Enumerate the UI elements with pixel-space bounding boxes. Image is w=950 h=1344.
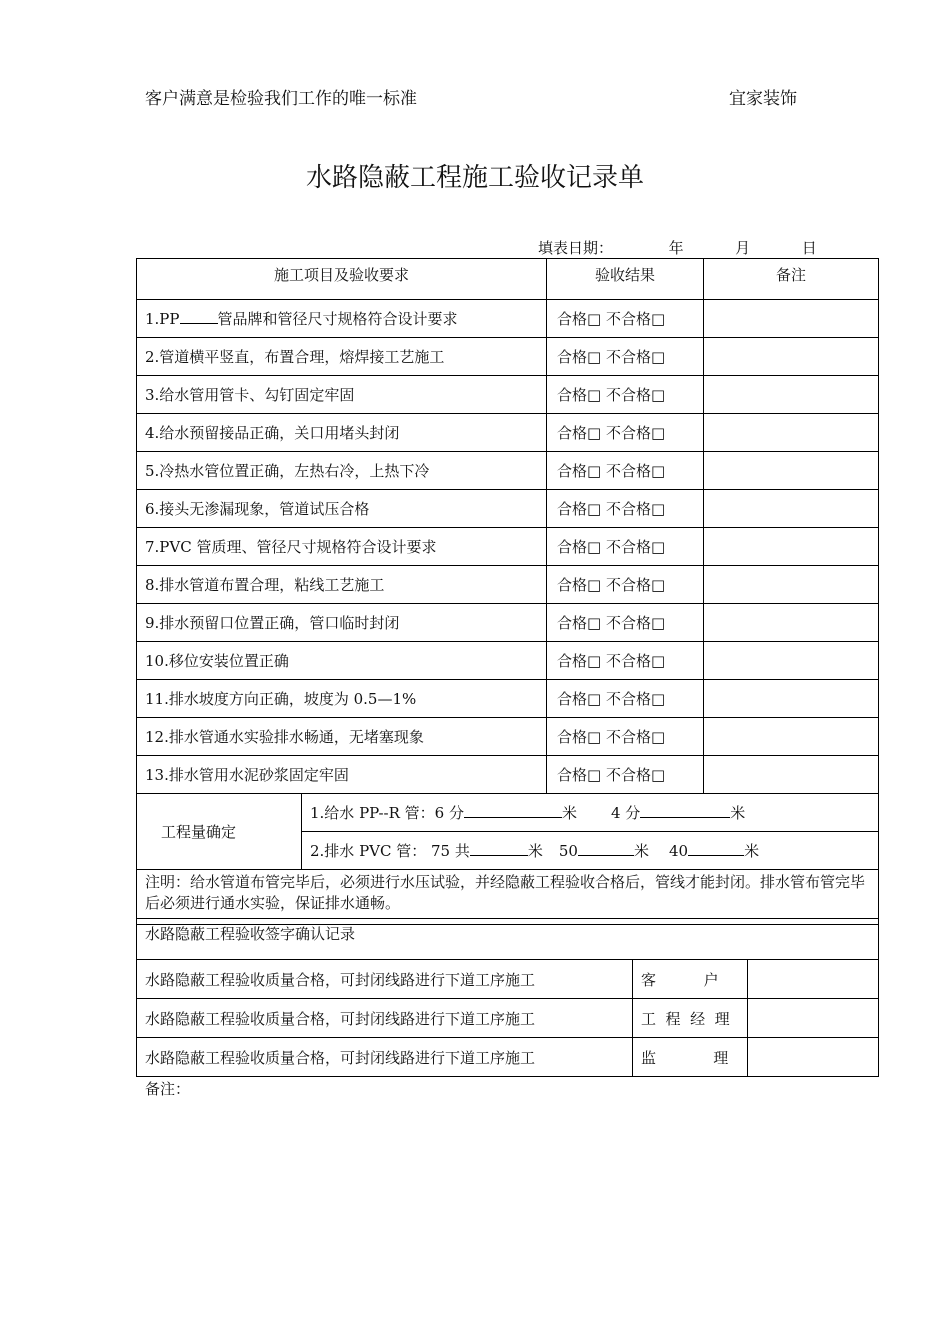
signature-heading: 水路隐蔽工程验收签字确认记录 [137, 919, 879, 960]
signature-field[interactable] [748, 960, 879, 999]
column-header-remark: 备注 [704, 259, 879, 300]
quantity-label: 工程量确定 [137, 794, 302, 870]
note-row [137, 870, 879, 925]
fill-date-month: 月 [735, 239, 751, 257]
item-result[interactable]: 合格□ 不合格□ [547, 300, 704, 338]
item-requirement: 11.排水坡度方向正确，坡度为 0.5—1% [137, 680, 547, 718]
item-requirement: 6.接头无渗漏现象，管道试压合格 [137, 490, 547, 528]
signature-statement: 水路隐蔽工程验收质量合格，可封闭线路进行下道工序施工 [137, 960, 633, 999]
header-slogan: 客户满意是检验我们工作的唯一标准 [145, 89, 417, 109]
item-prefix: 1.PP [145, 310, 180, 328]
item-result[interactable]: 合格□ 不合格□ [547, 566, 704, 604]
item-requirement: 4.给水预留接品正确，关口用堵头封闭 [137, 414, 547, 452]
table-row [137, 718, 879, 756]
item-requirement: 8.排水管道布置合理，粘线工艺施工 [137, 566, 547, 604]
signature-row [137, 1038, 879, 1077]
signature-role-manager: 工 程 经 理 [633, 999, 748, 1038]
quantity-line-supply [302, 794, 879, 832]
table-row [137, 642, 879, 680]
size-label: 40 [669, 842, 689, 860]
blank-line[interactable] [688, 843, 744, 856]
item-result[interactable]: 合格□ 不合格□ [547, 528, 704, 566]
item-requirement: 10.移位安装位置正确 [137, 642, 547, 680]
company-name: 宜家装饰 [729, 89, 797, 109]
table-row [137, 756, 879, 794]
item-requirement [137, 300, 547, 338]
blank-line[interactable] [470, 843, 528, 856]
drain-pipe-label: 2.排水 PVC 管： 75 共 [310, 842, 470, 860]
size-label: 50 [558, 842, 578, 860]
note-text: 注明：给水管道布管完毕后，必须进行水压试验，并经隐蔽工程验收合格后，管线才能封闭。排水管布管完毕后必须进行通水实验，保证排水通畅。 [137, 870, 879, 925]
table-row [137, 566, 879, 604]
signature-statement: 水路隐蔽工程验收质量合格，可封闭线路进行下道工序施工 [137, 1038, 633, 1077]
item-requirement: 5.冷热水管位置正确，左热右冷，上热下冷 [137, 452, 547, 490]
item-remark[interactable] [704, 566, 879, 604]
unit-label: 米 [730, 804, 746, 822]
unit-label: 米 [633, 842, 649, 860]
item-requirement: 9.排水预留口位置正确，管口临时封闭 [137, 604, 547, 642]
quantity-row-1 [137, 794, 879, 832]
item-result[interactable]: 合格□ 不合格□ [547, 414, 704, 452]
table-row [137, 452, 879, 490]
blank-line[interactable] [640, 805, 730, 818]
item-requirement: 12.排水管通水实验排水畅通，无堵塞现象 [137, 718, 547, 756]
fill-date-day: 日 [801, 239, 817, 257]
item-suffix: 管品牌和管径尺寸规格符合设计要求 [217, 310, 458, 328]
item-result[interactable]: 合格□ 不合格□ [547, 452, 704, 490]
item-requirement: 7.PVC 管质理、管径尺寸规格符合设计要求 [137, 528, 547, 566]
size-label: 4 分 [610, 804, 641, 822]
item-result[interactable]: 合格□ 不合格□ [547, 756, 704, 794]
table-row [137, 376, 879, 414]
item-result[interactable]: 合格□ 不合格□ [547, 680, 704, 718]
table-row [137, 414, 879, 452]
footer-remark: 备注： [145, 1080, 191, 1098]
item-requirement: 2.管道横平竖直，布置合理，熔焊接工艺施工 [137, 338, 547, 376]
signature-row [137, 999, 879, 1038]
item-result[interactable]: 合格□ 不合格□ [547, 376, 704, 414]
page-title: 水路隐蔽工程施工验收记录单 [305, 163, 644, 193]
item-remark[interactable] [704, 414, 879, 452]
table-row [137, 490, 879, 528]
signature-statement: 水路隐蔽工程验收质量合格，可封闭线路进行下道工序施工 [137, 999, 633, 1038]
item-remark[interactable] [704, 680, 879, 718]
blank-line[interactable] [180, 311, 218, 324]
unit-label: 米 [527, 842, 543, 860]
unit-label: 米 [744, 842, 760, 860]
table-row [137, 680, 879, 718]
fill-date-year: 年 [668, 239, 684, 257]
item-remark[interactable] [704, 452, 879, 490]
fill-date-line [538, 237, 817, 258]
signature-role-supervisor: 监 理 [633, 1038, 748, 1077]
table-row [137, 338, 879, 376]
item-remark[interactable] [704, 490, 879, 528]
table-row [137, 528, 879, 566]
item-remark[interactable] [704, 642, 879, 680]
blank-line[interactable] [578, 843, 634, 856]
signature-role-customer: 客 户 [633, 960, 748, 999]
item-result[interactable]: 合格□ 不合格□ [547, 642, 704, 680]
column-header-item: 施工项目及验收要求 [137, 259, 547, 300]
unit-label: 米 [561, 804, 577, 822]
column-header-result: 验收结果 [547, 259, 704, 300]
item-requirement: 13.排水管用水泥砂浆固定牢固 [137, 756, 547, 794]
item-result[interactable]: 合格□ 不合格□ [547, 338, 704, 376]
supply-pipe-label: 1.给水 PP--R 管：6 分 [310, 804, 464, 822]
item-remark[interactable] [704, 300, 879, 338]
item-remark[interactable] [704, 718, 879, 756]
item-requirement: 3.给水管用管卡、勾钉固定牢固 [137, 376, 547, 414]
signature-field[interactable] [748, 999, 879, 1038]
item-result[interactable]: 合格□ 不合格□ [547, 718, 704, 756]
table-row [137, 300, 879, 338]
item-remark[interactable] [704, 756, 879, 794]
fill-date-label: 填表日期： [538, 239, 614, 257]
table-row [137, 604, 879, 642]
item-result[interactable]: 合格□ 不合格□ [547, 490, 704, 528]
item-remark[interactable] [704, 376, 879, 414]
signature-heading-row [137, 919, 879, 960]
item-result[interactable]: 合格□ 不合格□ [547, 604, 704, 642]
table-header-row [137, 259, 879, 300]
signature-table [136, 918, 879, 1077]
blank-line[interactable] [464, 805, 562, 818]
item-remark[interactable] [704, 338, 879, 376]
item-remark[interactable] [704, 604, 879, 642]
signature-field[interactable] [748, 1038, 879, 1077]
inspection-table [136, 258, 879, 925]
signature-row [137, 960, 879, 999]
item-remark[interactable] [704, 528, 879, 566]
quantity-line-drain [302, 832, 879, 870]
